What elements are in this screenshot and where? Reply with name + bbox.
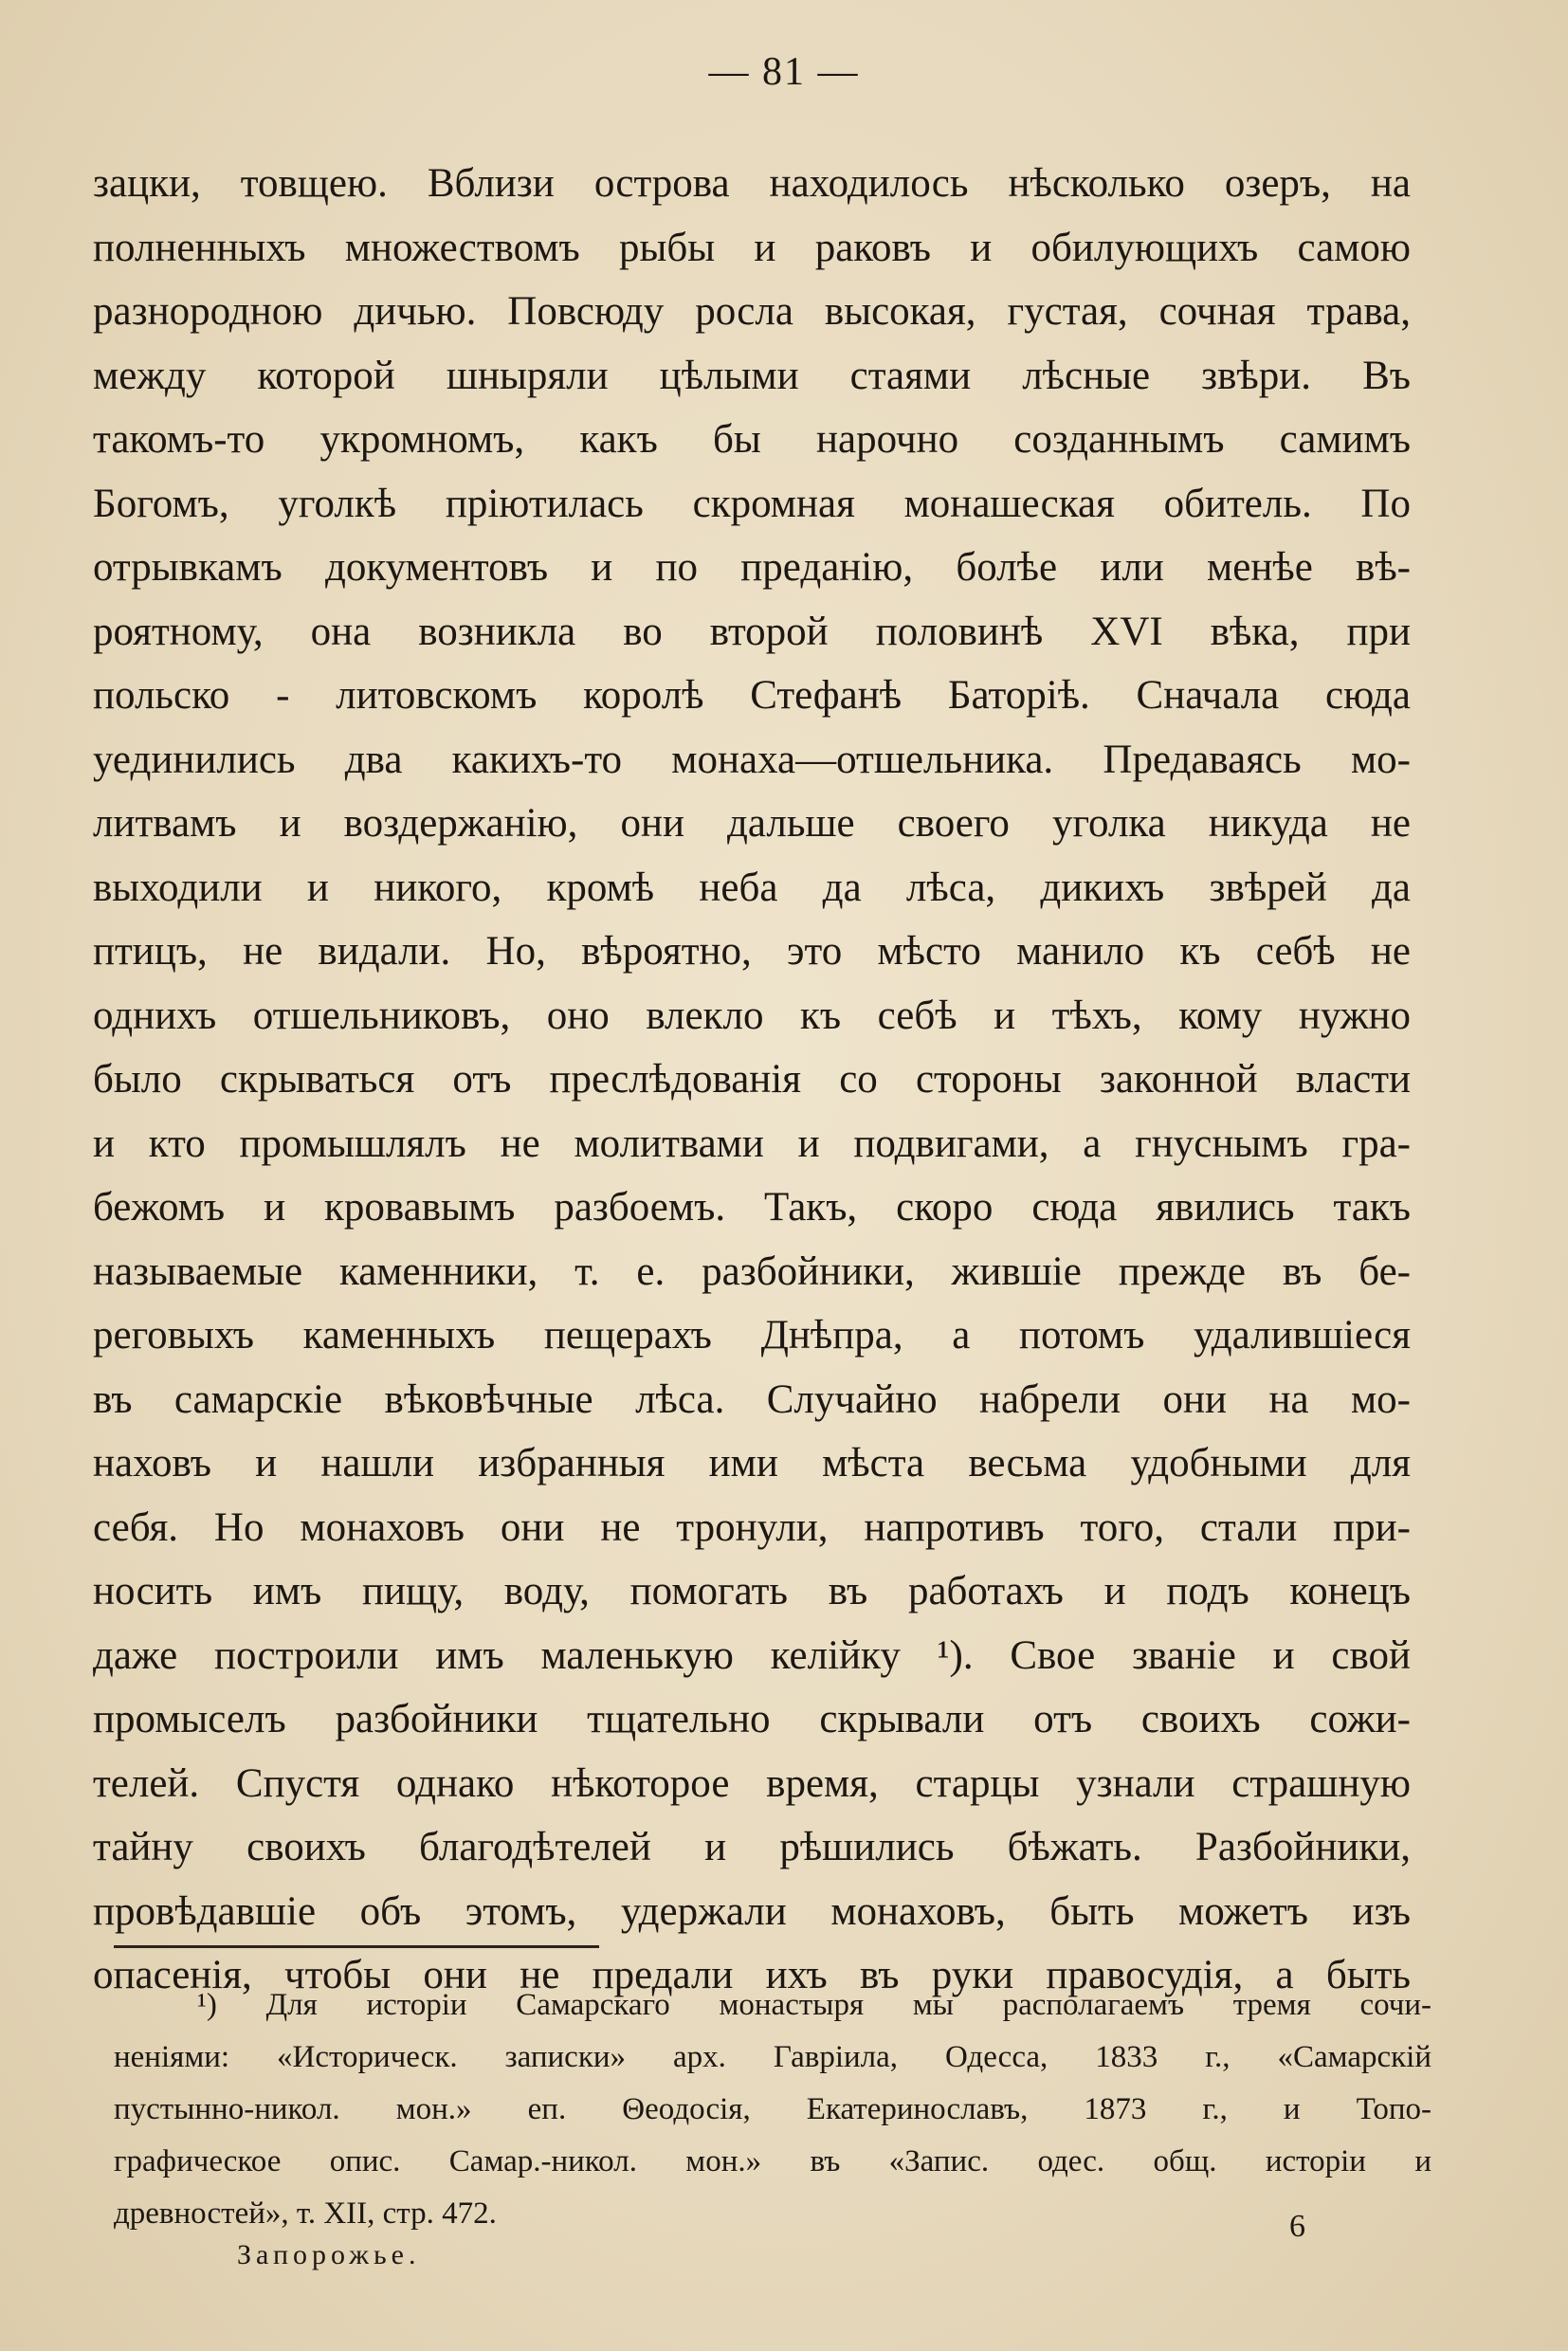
- body-line: даже построили имъ маленькую келійку ¹). Свое званіе и свой: [93, 1632, 1411, 1678]
- body-line: называемые каменники, т. е. разбойники, жившіе прежде въ бе-: [93, 1248, 1411, 1294]
- body-line: и кто промышлялъ не молитвами и подвигами, а гнуснымъ гра-: [93, 1121, 1411, 1166]
- body-line: промыселъ разбойники тщательно скрывали отъ своихъ сожи-: [93, 1697, 1411, 1741]
- body-line: телей. Спустя однако нѣкоторое время, старцы узнали страшную: [93, 1760, 1411, 1806]
- body-line: литвамъ и воздержанію, они дальше своего уголка никуда не: [93, 801, 1411, 846]
- body-line: такомъ-то укромномъ, какъ бы нарочно созданнымъ самимъ: [93, 417, 1411, 462]
- footnote-line: графическое опис. Самар.-никол. мон.» въ «Запис. одес. общ. исторіи и: [114, 2144, 1431, 2178]
- footnote-rule: [114, 1945, 599, 1948]
- body-line: провѣдавшіе объ этомъ, удержали монаховъ, быть можетъ изъ: [93, 1888, 1411, 1934]
- body-line: уединились два какихъ-то монаха—отшельника. Предаваясь мо-: [93, 737, 1411, 782]
- body-line: было скрываться отъ преслѣдованія со стороны законной власти: [93, 1057, 1411, 1102]
- body-line: опасенія, чтобы они не предали ихъ въ руки правосудія, а быть: [93, 1953, 1411, 1997]
- body-line: бежомъ и кровавымъ разбоемъ. Такъ, скоро сюда явились такъ: [93, 1185, 1411, 1230]
- body-line: однихъ отшельниковъ, оно влекло къ себѣ и тѣхъ, кому нужно: [93, 993, 1411, 1038]
- footnote-line: неніями: «Историческ. записки» арх. Гавріила, Одесса, 1833 г., «Самарскій: [114, 2040, 1431, 2074]
- body-line: птицъ, не видали. Но, вѣроятно, это мѣсто манило къ себѣ не: [93, 929, 1411, 974]
- page-number: — 81 —: [708, 50, 860, 94]
- body-line: роятному, она возникла во второй половинѣ XVI вѣка, при: [93, 609, 1411, 654]
- body-line: носить имъ пищу, воду, помогать въ работахъ и подъ конецъ: [93, 1569, 1411, 1613]
- body-line: наховъ и нашли избранныя ими мѣста весьма удобными для: [93, 1441, 1411, 1485]
- body-line: зацки, товщею. Вблизи острова находилось нѣсколько озеръ, на: [93, 161, 1411, 206]
- body-line: реговыхъ каменныхъ пещерахъ Днѣпра, а потомъ удалившіеся: [93, 1313, 1411, 1358]
- body-line: польско - литовскомъ королѣ Стефанѣ Баторіѣ. Сначала сюда: [93, 673, 1411, 718]
- sheet-number: 6: [1289, 2209, 1305, 2244]
- body-line: тайну своихъ благодѣтелей и рѣшились бѣжать. Разбойники,: [93, 1825, 1411, 1869]
- body-line: разнородною дичью. Повсюду росла высокая, густая, сочная трава,: [93, 289, 1411, 334]
- footnote-line: пустынно-никол. мон.» еп. Θеодосія, Екатеринославъ, 1873 г., и Топо-: [114, 2092, 1431, 2126]
- body-line: себя. Но монаховъ они не тронули, напротивъ того, стали при-: [93, 1504, 1411, 1550]
- body-line: Богомъ, уголкѣ пріютилась скромная монашеская обитель. По: [93, 481, 1411, 526]
- footnote: [114, 1979, 1431, 2240]
- footnote-line: древностей», т. XII, стр. 472.: [114, 2196, 497, 2231]
- body-line: отрывкамъ документовъ и по преданію, болѣе или менѣе вѣ-: [93, 545, 1411, 590]
- body-text: [93, 152, 1411, 2008]
- body-line: выходили и никого, кромѣ неба да лѣса, дикихъ звѣрей да: [93, 865, 1411, 910]
- signature-mark: Запорожье.: [237, 2239, 421, 2270]
- body-line: въ самарскіе вѣковѣчные лѣса. Случайно набрели они на мо-: [93, 1376, 1411, 1422]
- body-line: между которой шныряли цѣлыми стаями лѣсные звѣри. Въ: [93, 353, 1411, 398]
- body-line: полненныхъ множествомъ рыбы и раковъ и обилующихъ самою: [93, 225, 1411, 270]
- footnote-line: ¹) Для исторіи Самарскаго монастыря мы располагаемъ тремя сочи-: [197, 1988, 1431, 2022]
